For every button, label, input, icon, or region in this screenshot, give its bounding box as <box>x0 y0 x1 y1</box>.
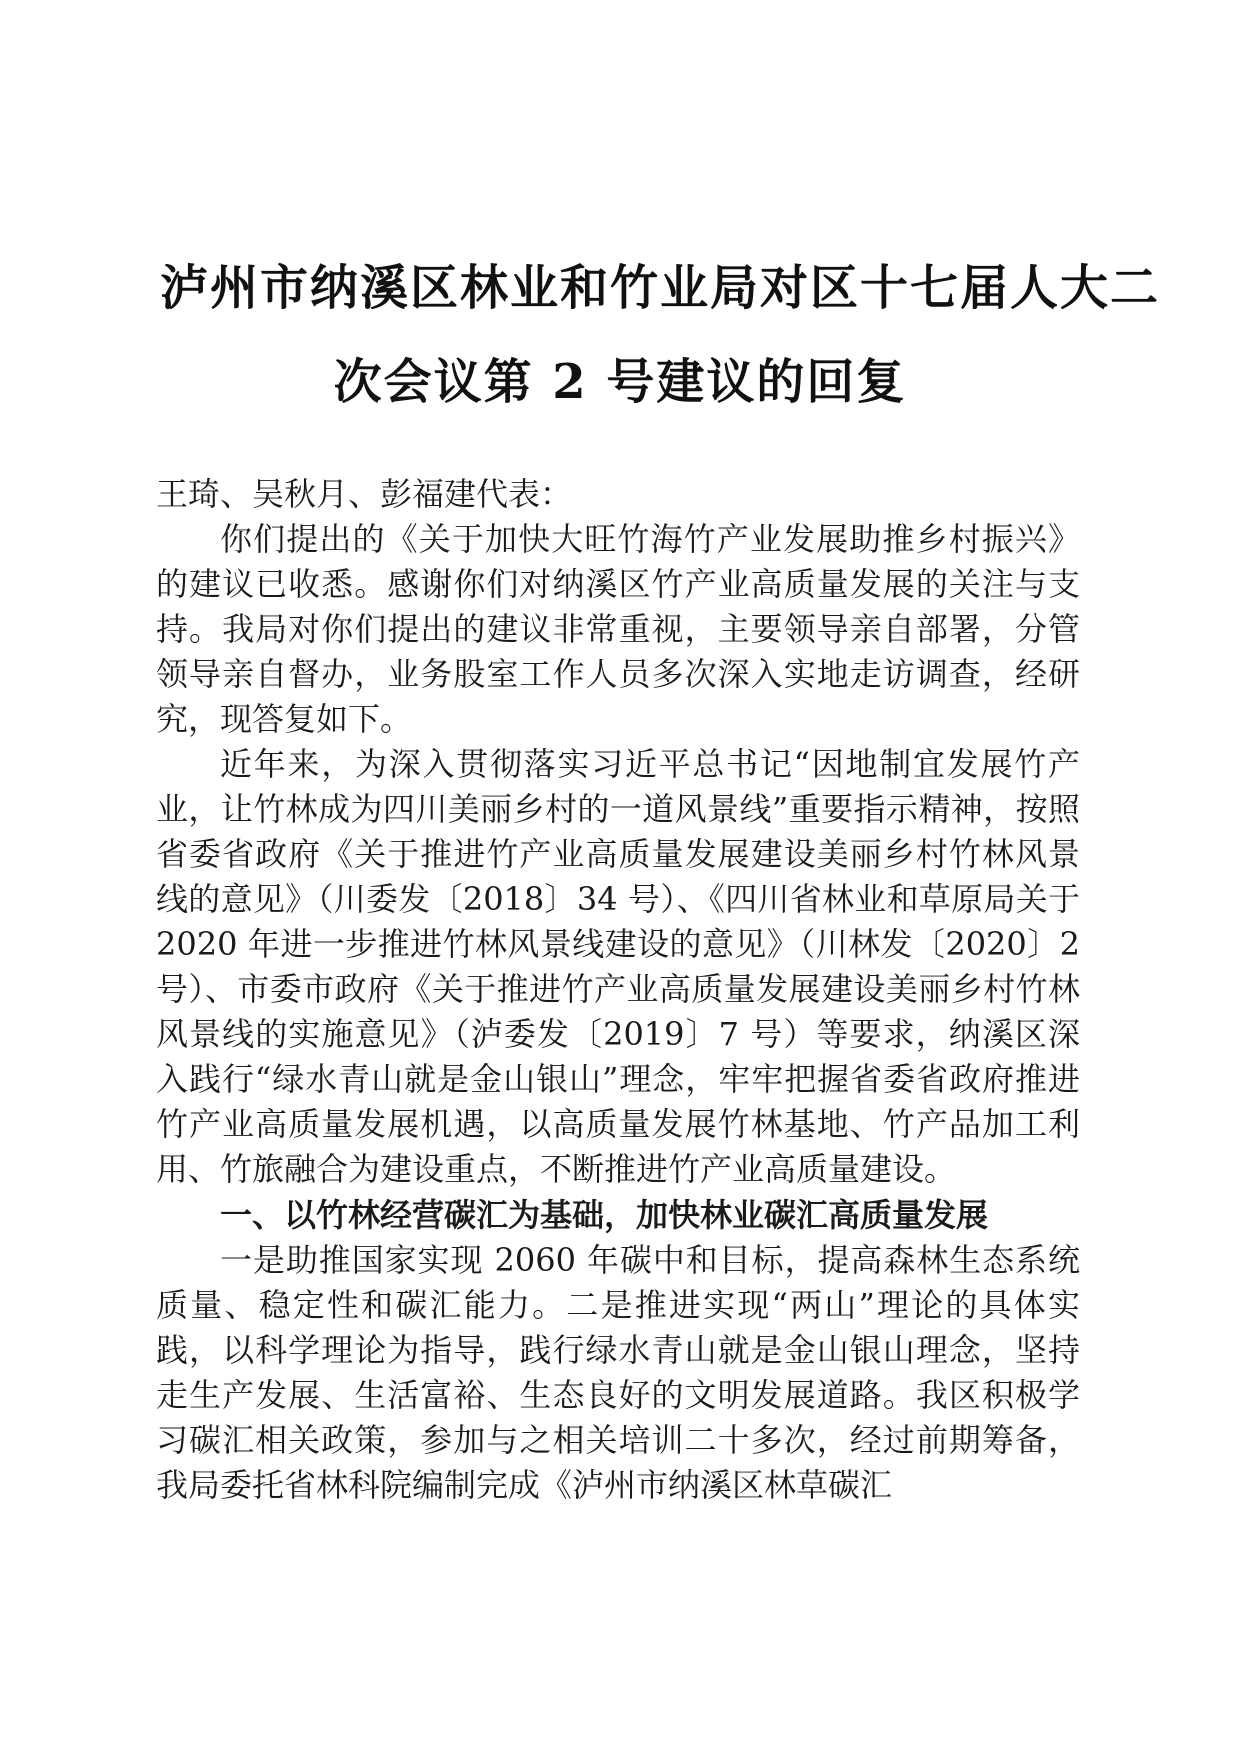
document-body <box>156 472 1080 1508</box>
section-paragraph: 一是助推国家实现 2060 年碳中和目标，提高森林生态系统质量、稳定性和碳汇能力。二是推进实现“两山”理论的具体实践，以科学理论为指导，践行绿水青山就是金山银山理念，坚持走生产发展、生活富裕、生态良好的文明发展道路。我区积极学习碳汇相关政策，参加与之相关培训二十多次，经过前期筹备，我局委托省林科院编制完成《泸州市纳溪区林草碳汇 <box>156 1241 1080 1504</box>
body-paragraph: 近年来，为深入贯彻落实习近平总书记“因地制宜发展竹产业，让竹林成为四川美丽乡村的一道风景线”重要指示精神，按照省委省政府《关于推进竹产业高质量发展建设美丽乡村竹林风景线的意见》（川委发〔2018〕34 号）、《四川省林业和草原局关于 2020 年进一步推进竹林风景线建设的意见》（川林发〔2020〕2 号）、市委市政府《关于推进竹产业高质量发展建设美丽乡村竹林风景线的实施意见》（泸委发〔2019〕7 号）等要求，纳溪区深入践行“绿水青山就是金山银山”理念，牢牢把握省委省政府推进竹产业高质量发展机遇，以高质量发展竹林基地、竹产品加工利用、竹旅融合为建设重点，不断推进竹产业高质量建设。 <box>156 745 1080 1188</box>
body-paragraph: 你们提出的《关于加快大旺竹海竹产业发展助推乡村振兴》的建议已收悉。感谢你们对纳溪区竹产业高质量发展的关注与支持。我局对你们提出的建议非常重视，主要领导亲自部署，分管领导亲自督办，业务股室工作人员多次深入实地走访调查，经研究，现答复如下。 <box>156 520 1080 738</box>
salutation: 王琦、吴秋月、彭福建代表： <box>156 475 573 513</box>
document-title-line-2: 次会议第 2 号建议的回复 <box>333 354 907 410</box>
section-heading: 一、以竹林经营碳汇为基础，加快林业碳汇高质量发展 <box>220 1196 989 1234</box>
document-title-line-1: 泸州市纳溪区林业和竹业局对区十七届人大二 <box>160 260 1161 316</box>
